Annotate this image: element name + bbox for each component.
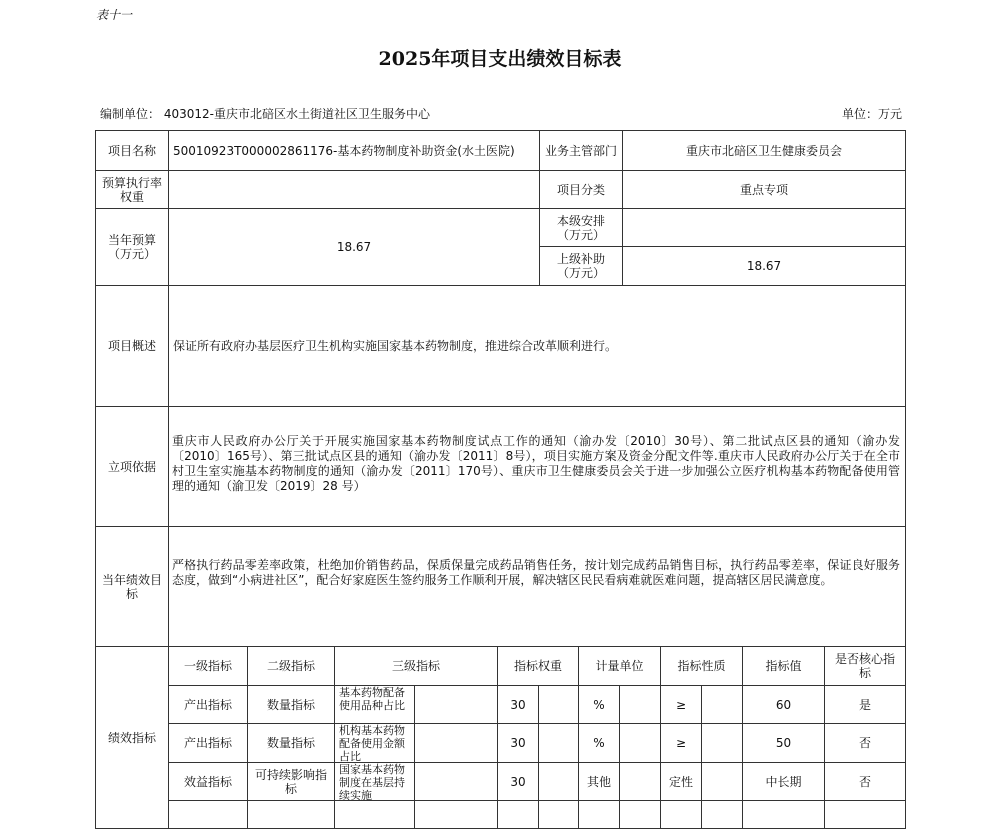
basis-text: 重庆市人民政府办公厅关于开展实施国家基本药物制度试点工作的通知（渝办发〔2010〕30号）、第二批试点区县的通知（渝办发〔2010〕165号）、第三批试点区县的通知（渝办发〔2011〕8号），项目实施方案及资金分配文件等.重庆市人民政府办公厅关于在全市村卫生室实施基本药物制度的通知（渝办发〔2011〕170号）、重庆市卫生健康委员会关于进一步加强公立医疗机构基本药物配备使用管理的通知（渝卫发〔2019〕28 号） xyxy=(172,434,900,493)
page-title: 2025年项目支出绩效目标表 xyxy=(378,48,622,70)
local-budget-label: 本级安排（万元） xyxy=(556,213,605,242)
project-category-label: 项目分类 xyxy=(556,182,605,197)
budget-weight-value xyxy=(169,171,539,208)
row1-level2: 数量指标 xyxy=(266,697,315,712)
header-unit: 计量单位 xyxy=(595,659,644,673)
upper-subsidy-label: 上级补助（万元） xyxy=(556,252,605,280)
row2-core: 否 xyxy=(858,736,871,750)
header-nature: 指标性质 xyxy=(677,659,726,673)
row1-core: 是 xyxy=(858,697,871,712)
row1-nature: ≥ xyxy=(675,697,687,712)
header-value: 指标值 xyxy=(765,659,802,673)
overview-label: 项目概述 xyxy=(107,339,156,353)
row2-level2: 数量指标 xyxy=(266,736,315,750)
row3-weight: 30 xyxy=(510,774,526,789)
row1-level1: 产出指标 xyxy=(183,697,232,712)
budget-weight-label: 预算执行率权重 xyxy=(101,175,162,204)
header-level2: 二级指标 xyxy=(266,659,315,673)
row1-level3: 基本药物配备使用品种占比 xyxy=(339,686,405,712)
currency-unit: 单位：万元 xyxy=(841,107,902,121)
project-name-value: 50010923T000002861176-基本药物制度补助资金(水土医院) xyxy=(173,143,515,158)
row3-level2: 可持续影响指标 xyxy=(254,767,327,796)
header-level1: 一级指标 xyxy=(183,659,232,673)
row2-value: 50 xyxy=(775,736,792,750)
row2-nature: ≥ xyxy=(675,736,687,750)
row3-core: 否 xyxy=(858,774,871,789)
row3-level1: 效益指标 xyxy=(183,774,232,789)
row2-weight: 30 xyxy=(510,736,526,750)
row2-level3: 机构基本药物配备使用金额占比 xyxy=(339,724,405,762)
goal-text: 严格执行药品零差率政策，杜绝加价销售药品，保质保量完成药品销售任务，按计划完成药品销售目标，执行药品零差率，保证良好服务态度，做到“小病进社区”，配合好家庭医生签约服务工作顺利开展，解决辖区民民看病难就医难问题，提高辖区居民满意度。 xyxy=(172,558,900,587)
goal-label: 当年绩效目标 xyxy=(102,572,163,601)
row3-value: 中长期 xyxy=(765,774,802,789)
header-core: 是否核心指标 xyxy=(834,652,895,680)
row1-weight: 30 xyxy=(510,697,526,712)
row1-value: 60 xyxy=(775,697,792,712)
overview-text: 保证所有政府办基层医疗卫生机构实施国家基本药物制度，推进综合改革顺利进行。 xyxy=(173,339,618,353)
local-budget-value xyxy=(623,209,905,246)
department-label: 业务主管部门 xyxy=(544,143,617,158)
compiling-unit-value: 403012-重庆市北碚区水土街道社区卫生服务中心 xyxy=(163,107,430,121)
compiling-unit xyxy=(100,105,430,122)
row2-level1: 产出指标 xyxy=(183,736,232,750)
row1-unit: % xyxy=(593,697,605,712)
basis-label: 立项依据 xyxy=(107,459,156,474)
project-category-value: 重点专项 xyxy=(739,182,788,197)
document-label: 表十一 xyxy=(96,8,133,22)
row3-level3: 国家基本药物制度在基层持续实施 xyxy=(339,763,405,800)
row3-nature: 定性 xyxy=(668,774,693,789)
compiling-unit-label: 编制单位： xyxy=(100,107,161,121)
upper-subsidy-value: 18.67 xyxy=(746,259,782,273)
header-weight: 指标权重 xyxy=(513,659,562,673)
row3-unit: 其他 xyxy=(586,774,611,789)
annual-budget-label: 当年预算（万元） xyxy=(107,233,156,261)
project-name-label: 项目名称 xyxy=(107,143,156,158)
indicators-section-label: 绩效指标 xyxy=(107,730,156,745)
department-value: 重庆市北碚区卫生健康委员会 xyxy=(685,143,842,158)
row2-unit: % xyxy=(593,736,605,750)
annual-budget-value: 18.67 xyxy=(336,240,372,254)
header-level3: 三级指标 xyxy=(391,659,440,673)
